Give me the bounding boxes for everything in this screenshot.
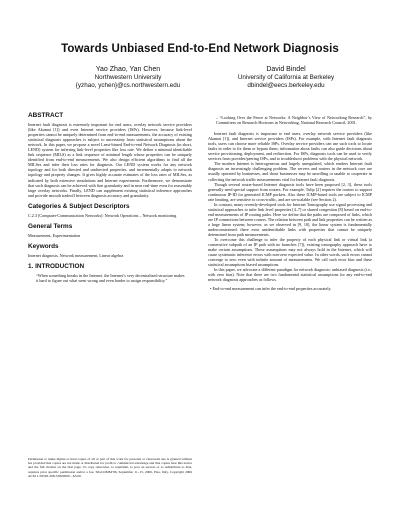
introduction-heading: 1. INTRODUCTION — [28, 262, 85, 270]
intro-quote: “When something breaks in the Internet, the Internet’s very decentralized structure makes it hard to figure out what went wrong and even harder to assign responsibility.” — [36, 272, 185, 283]
author-email: dbindel@eecs.berkeley.edu — [247, 82, 325, 90]
general-terms-heading: General Terms — [28, 222, 73, 230]
paper-title: Towards Unbiased End-to-End Network Diagnosis — [61, 43, 339, 55]
author-email: {yzhao, ychen}@cs.northwestern.edu — [75, 82, 181, 90]
bullet-item: • End-to-end measurement can infer the end-to-end properties accurately. — [210, 285, 332, 291]
paragraph: In this paper, we advocate a different paradigm for network diagnosis: unbiased diagnosis (i.e., with zero bias). Note that there are two fundamental statistical assumptions for any end-to-end network diagnosis approaches as follows. — [208, 267, 372, 283]
author-name: Yao Zhao, Yan Chen — [95, 66, 161, 73]
categories-heading: Categories & Subject Descriptors — [28, 202, 130, 210]
author-affiliation: University of California at Berkeley — [237, 74, 335, 82]
paragraph: The modern Internet is heterogeneous and largely unregulated, which renders Internet fault diagnosis an increasingly challenging problem. The servers and routers in the network core are usually operated by businesses, and those businesses may be unwilling or unable to cooperate in collecting the network traffic measurements vital for Internet fault diagnosis. — [208, 161, 372, 182]
paragraph: To overcome this challenge to infer the property of each physical link or virtual link (a consecutive subpath of an IP path with no branches [7]), existing tomography approach have to make certain assumptions. These assumptions may not always hold in the Internet, which will cause systematic inference errors with non-zero expected value. In other words, such errors cannot converge to zero even with infinite amount of measurements. We call such error bias and these statistical assumptions biased assumptions. — [208, 237, 372, 268]
paragraph: Though several router-based Internet diagnosis tools have been proposed [2, 3], these tools generally need special support from routers. For example, Tulip [2] requires the routers to support continuous IP-ID for generated ICMP packets. Also these ICMP-based tools are subject to ICMP rate limiting, are sensitive to cross-traffic, and are un-scalable (see Section 2). — [208, 181, 372, 202]
abstract-text: Internet fault diagnosis is extremely important for end users, overlay network service providers (like Akamai [1]) and even Internet service providers (ISPs). However, because link-level properties cannot be uniquely determined from end-to-end measurements, the accuracy of existing statistical diagnosis approaches is subject to uncertainty from statistical assumptions about the network. In this paper, we propose a novel Least-biased End-to-end Network Diagnosis (in short, LEND) system for inferring link-level properties like loss rate. We define a minimal identifiable link sequence (MILS) as a link sequence of minimal length whose properties can be uniquely identified from end-to-end measurements. We also design efficient algorithms to find all the MILSes and infer their loss rates for diagnosis. Our LEND system works for any network topology and for both directed and undirected properties, and incrementally adapts to network topology and property changes. It gives highly accurate estimates of the loss rates of MILSes, as indicated by both extensive simulations and Internet experiments. Furthermore, we demonstrate that such diagnosis can be achieved with fine granularity and in near real-time even for reasonably large overlay networks. Finally, LEND can supplement existing statistical inference approaches and provide smooth tradeoff between diagnosis accuracy and granularity. — [28, 122, 192, 198]
author-block-1 — [38, 66, 218, 91]
keywords-text: Internet diagnosis, Network measurement, Linear algebra — [28, 252, 124, 258]
right-column — [208, 115, 372, 291]
author-name: David Bindel — [266, 66, 306, 73]
keywords-heading: Keywords — [28, 242, 59, 250]
copyright-notice: Permission to make digital or hard copies of all or part of this work for personal or classroom use is granted without fee provided that copies are not made or distributed for profit or commercial advantage and that copies bear this notice and the full citation on the first page. To copy otherwise, to republish, to post on servers or to redistribute to lists, requires prior specific permission and/or a fee. SIGCOMM’06, September 11–15, 2006, Pisa, Italy. Copyright 2006 ACM 1-59593-308-5/06/0009 ...$5.00. — [28, 457, 192, 478]
author-block-2 — [196, 66, 376, 91]
general-terms-text: Measurement, Experimentation — [28, 232, 81, 238]
paragraph: Internet fault diagnosis is important to end users, overlay network service providers (like Akamai [1]), and Internet service providers (ISPs). For example, with Internet fault diagnosis tools, users can choose more reliable ISPs. Overlay service providers can use such tools to locate faults in order to fix them or bypass them; information about faults can also guide decisions about service provisioning, deployment, and redirection. For ISPs, diagnosis tools can be used to verify services from provider/peering ISPs, and to troubleshoot problems with the physical network. — [208, 131, 372, 162]
paragraph: In contrast, many recently-developed tools for Internet Tomography use signal processing and statistical approaches to infer link level properties [4–7] or shared congestion [8] based on end-to-end measurements of IP routing paths. Here we define that the paths are composed of links, which are IP connections between routers. The relation between path and link properties can be written as a large linear system; however, as we observed in [9, 10], the linear system is fundamentally underconstrained: there exist unidentifiable links with properties that cannot be uniquely determined from path measurements. — [208, 201, 372, 238]
author-affiliation: Northwestern University — [94, 74, 162, 82]
categories-text: C.2.3 [Computer-Communication Networks]: Network Operations – Network monitoring — [28, 212, 177, 218]
quote-attribution: – “Looking Over the Fence at Networks: A Neighbor’s View of Networking Research”, by Committees on Research Horizons in Networking, National Research Council, 2001. — [216, 115, 372, 126]
left-column — [28, 112, 192, 283]
abstract-heading: ABSTRACT — [28, 112, 64, 119]
